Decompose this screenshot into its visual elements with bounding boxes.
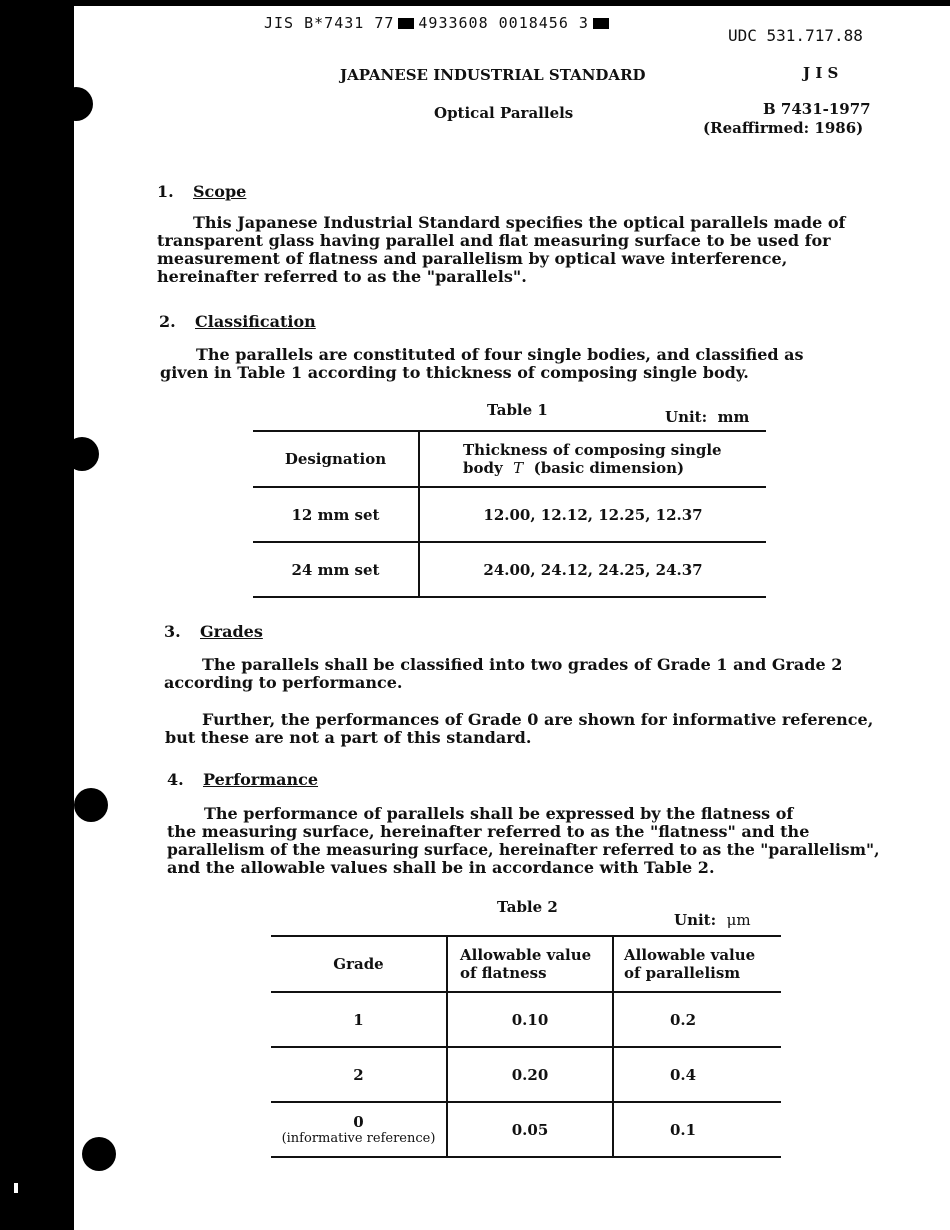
table2-unit: [674, 911, 751, 929]
paragraph-line: hereinafter referred to as the "parallels".: [157, 267, 527, 286]
paragraph-line: parallelism of the measuring surface, hereinafter referred to as the "parallelism",: [167, 840, 880, 859]
paragraph-line: This Japanese Industrial Standard specifies the optical parallels made of: [193, 213, 846, 232]
section-heading-scope: [157, 182, 246, 201]
paragraph-line: and the allowable values shall be in accordance with Table 2.: [167, 858, 715, 877]
unit-label: Unit:: [665, 408, 708, 426]
document-number: B 7431-1977: [763, 100, 871, 118]
section-number: 2.: [159, 312, 176, 331]
unit-value: μm: [726, 911, 751, 929]
paragraph-line: The parallels are constituted of four single bodies, and classified as: [196, 345, 804, 364]
table1-caption: Table 1: [487, 401, 548, 419]
udc-number: UDC 531.717.88: [728, 26, 863, 45]
table1-cell-thickness: 12.00, 12.12, 12.25, 12.37: [483, 505, 703, 524]
table-row: [253, 542, 766, 597]
table-row: [271, 992, 781, 1047]
table-row: [271, 1102, 781, 1157]
table1-header-designation: Designation: [253, 431, 419, 487]
table1-cell-designation: 12 mm set: [253, 487, 419, 542]
paragraph-line: given in Table 1 according to thickness of composing single body.: [160, 363, 749, 382]
scan-margin-bar: [0, 0, 74, 1230]
section-number: 4.: [167, 770, 184, 789]
table2-header-row: [271, 936, 781, 992]
table2-cell-parallelism: 0.2: [670, 1010, 697, 1029]
punch-hole: [59, 87, 93, 121]
table2-cell-grade: 2: [271, 1047, 447, 1102]
grades-paragraph-2: [165, 711, 873, 747]
grades-paragraph-1: [164, 656, 842, 692]
section-heading-classification: [159, 312, 316, 331]
table2-cell-grade: 1: [271, 992, 447, 1047]
table2-cell-flatness: 0.05: [447, 1102, 613, 1157]
paragraph-line: The performance of parallels shall be expressed by the flatness of: [204, 804, 794, 823]
paragraph-line: but these are not a part of this standard.: [165, 728, 532, 747]
table2-cell-grade: [271, 1102, 447, 1157]
section-title: Classification: [195, 312, 316, 331]
table2: [271, 935, 781, 1158]
table-row: [271, 1047, 781, 1102]
section-title: Scope: [193, 182, 247, 201]
unit-label: Unit:: [674, 911, 717, 929]
punch-hole: [74, 788, 108, 822]
section-heading-grades: [164, 622, 263, 641]
paragraph-line: according to performance.: [164, 673, 403, 692]
header-symbol: T: [513, 459, 524, 477]
table2-cell-parallelism: 0.4: [670, 1065, 697, 1084]
section-number: 3.: [164, 622, 181, 641]
redaction-block-icon: [593, 18, 609, 29]
table2-cell-flatness: 0.20: [447, 1047, 613, 1102]
table1-header-row: [253, 431, 766, 487]
paragraph-line: The parallels shall be classified into two grades of Grade 1 and Grade 2: [202, 655, 843, 674]
punch-hole: [65, 437, 99, 471]
reaffirmed-date: (Reaffirmed: 1986): [703, 119, 864, 137]
section-title: Grades: [200, 622, 263, 641]
section-number: 1.: [157, 182, 174, 201]
unit-value: mm: [717, 408, 750, 426]
section-heading-performance: [167, 770, 318, 789]
scan-top-edge: [74, 0, 950, 6]
header-line: Thickness of composing single: [463, 441, 722, 459]
catalog-code-mid: 4933608 0018456 3: [418, 14, 589, 32]
header-line: of parallelism: [624, 964, 741, 982]
header-word: (basic dimension): [533, 459, 685, 477]
grade-note: (informative reference): [281, 1131, 436, 1146]
table2-cell-flatness: 0.10: [447, 992, 613, 1047]
document-title: Optical Parallels: [434, 104, 574, 122]
redaction-block-icon: [398, 18, 414, 29]
classification-paragraph: [160, 346, 804, 382]
header-line: Allowable value: [460, 946, 592, 964]
table1-unit: [665, 408, 749, 426]
performance-paragraph: [167, 805, 879, 877]
header-word: body: [463, 459, 503, 477]
paragraph-line: the measuring surface, hereinafter referred to as the "flatness" and the: [167, 822, 810, 841]
table1: [253, 430, 766, 598]
table2-header-flatness: [447, 936, 613, 992]
table2-header-parallelism: [613, 936, 781, 992]
header-line: Allowable value: [624, 946, 756, 964]
section-title: Performance: [203, 770, 319, 789]
paragraph-line: transparent glass having parallel and flat measuring surface to be used for: [157, 231, 831, 250]
scope-paragraph: [157, 214, 845, 286]
table1-cell-designation: 24 mm set: [253, 542, 419, 597]
standard-title: JAPANESE INDUSTRIAL STANDARD: [340, 66, 646, 84]
grade-value: 0: [353, 1113, 364, 1131]
paragraph-line: Further, the performances of Grade 0 are shown for informative reference,: [202, 710, 874, 729]
table2-cell-parallelism: 0.1: [670, 1120, 697, 1139]
table1-cell-thickness: 24.00, 24.12, 24.25, 24.37: [483, 560, 703, 579]
paragraph-line: measurement of flatness and parallelism by optical wave interference,: [157, 249, 788, 268]
table1-header-thickness: [419, 431, 766, 487]
table-row: [253, 487, 766, 542]
punch-hole: [82, 1137, 116, 1171]
table2-caption: Table 2: [497, 898, 558, 916]
jis-mark: J I S: [803, 64, 839, 82]
catalog-code-left: JIS B*7431 77: [264, 14, 395, 32]
catalog-code-line: [264, 14, 613, 32]
scan-mark: [14, 1183, 18, 1193]
table2-header-grade: Grade: [271, 936, 447, 992]
header-line: of flatness: [460, 964, 547, 982]
